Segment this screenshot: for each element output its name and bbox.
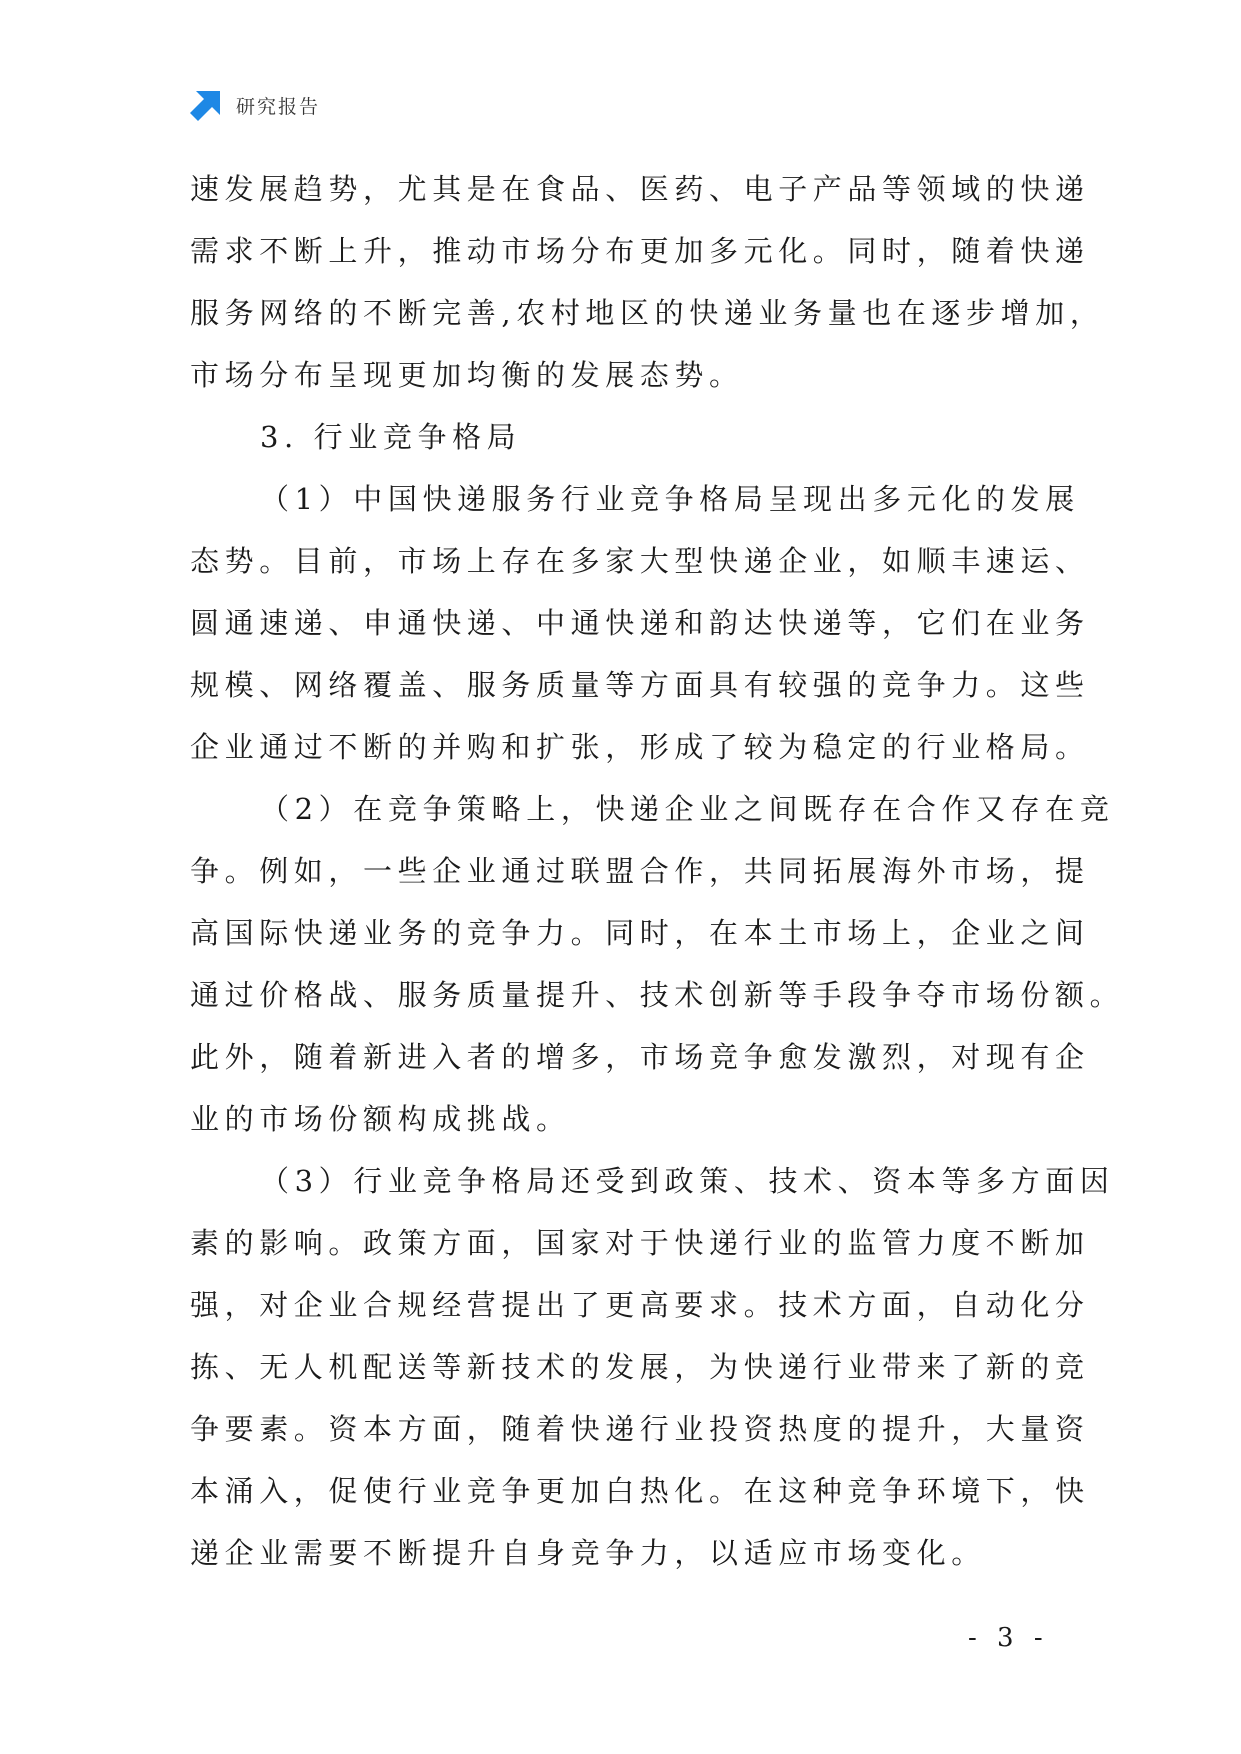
text-line: 3. 行业竞争格局 [260,420,522,454]
arrow-up-right-icon [190,89,222,121]
text-line: 市场分布呈现更加均衡的发展态势。 [190,358,744,392]
text-line: 此外，随着新进入者的增多，市场竞争愈发激烈，对现有企 [190,1040,1090,1074]
report-header [190,88,320,122]
text-line: （1）中国快递服务行业竞争格局呈现出多元化的发展 [260,482,1080,516]
text-line: 规模、网络覆盖、服务质量等方面具有较强的竞争力。这些 [190,668,1090,702]
text-line: 争要素。资本方面，随着快递行业投资热度的提升，大量资 [190,1412,1090,1446]
text-line: 速发展趋势，尤其是在食品、医药、电子产品等领域的快递 [190,172,1090,206]
page-number: - 3 - [968,1623,1049,1653]
text-line: （3）行业竞争格局还受到政策、技术、资本等多方面因 [260,1164,1115,1198]
text-line: 拣、无人机配送等新技术的发展，为快递行业带来了新的竞 [190,1350,1090,1384]
text-line: 业的市场份额构成挑战。 [190,1102,571,1136]
text-line: 圆通速递、申通快递、中通快递和韵达快递等，它们在业务 [190,606,1090,640]
text-line: （2）在竞争策略上，快递企业之间既存在合作又存在竞 [260,792,1115,826]
header-title: 研究报告 [236,95,321,118]
text-line: 本涌入，促使行业竞争更加白热化。在这种竞争环境下，快 [190,1474,1090,1508]
text-line: 态势。目前，市场上存在多家大型快递企业，如顺丰速运、 [190,544,1090,578]
text-line: 高国际快递业务的竞争力。同时，在本土市场上，企业之间 [190,916,1090,950]
text-line: 强，对企业合规经营提出了更高要求。技术方面，自动化分 [190,1288,1090,1322]
text-line: 通过价格战、服务质量提升、技术创新等手段争夺市场份额。 [190,978,1125,1012]
document-body [190,158,1125,1584]
text-line: 递企业需要不断提升自身竞争力，以适应市场变化。 [190,1536,986,1570]
text-line: 争。例如，一些企业通过联盟合作，共同拓展海外市场，提 [190,854,1090,888]
text-line: 服务网络的不断完善,农村地区的快递业务量也在逐步增加， [190,296,1105,330]
text-line: 需求不断上升，推动市场分布更加多元化。同时，随着快递 [190,234,1090,268]
text-line: 企业通过不断的并购和扩张，形成了较为稳定的行业格局。 [190,730,1090,764]
text-line: 素的影响。政策方面，国家对于快递行业的监管力度不断加 [190,1226,1090,1260]
